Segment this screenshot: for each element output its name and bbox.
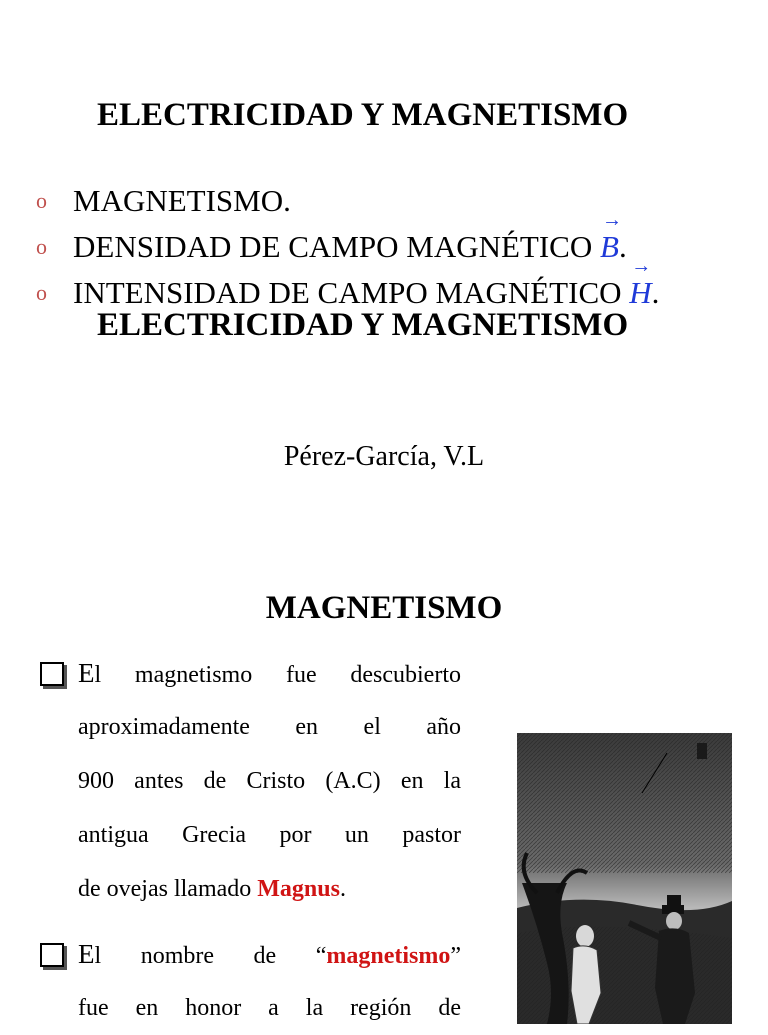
section-title: MAGNETISMO — [265, 590, 503, 626]
vector-b-symbol: → B — [600, 229, 619, 265]
engraving-illustration — [517, 733, 732, 1024]
para2-lead: E — [78, 939, 95, 969]
highlight-magnus: Magnus — [257, 876, 340, 902]
bullet-marker-icon: o — [36, 188, 47, 213]
paragraph-discovery — [78, 646, 461, 916]
para1-line3: 900 antes de Cristo (A.C) en la — [78, 768, 461, 794]
para2-line1-quote: ” — [450, 943, 461, 969]
para1-line1-text: l magnetismo fue descubierto — [94, 662, 461, 688]
bullet-densidad — [36, 229, 627, 265]
vector-h-symbol: → H — [629, 275, 651, 311]
checkbox-bullet-icon — [40, 662, 64, 686]
para1-line5 — [78, 862, 461, 916]
para1-line5-text: de ovejas llamado — [78, 876, 258, 902]
slide2-title: ELECTRICIDAD Y MAGNETISMO — [97, 307, 629, 343]
engraving-svg — [517, 733, 732, 1024]
paragraph-name-origin — [78, 927, 461, 1035]
bullet-intensidad — [36, 275, 659, 311]
bullet-marker-icon: o — [36, 280, 47, 305]
para2-line1-text: l nombre de “ — [94, 943, 327, 969]
para2-line1 — [78, 927, 461, 981]
para1-line1 — [78, 646, 461, 700]
bullet-suffix: . — [651, 275, 660, 310]
bullet-marker-icon: o — [36, 234, 47, 259]
para1-lead: E — [78, 658, 95, 688]
checkbox-bullet-icon — [40, 943, 64, 967]
bullet-suffix: . — [618, 229, 627, 264]
bullet-text: MAGNETISMO. — [73, 183, 291, 218]
para1-line5-period: . — [339, 876, 346, 902]
bullet-magnetismo — [36, 183, 291, 219]
slide1-title: ELECTRICIDAD Y MAGNETISMO — [97, 97, 629, 133]
para2-line2: fue en honor a la región de — [78, 995, 461, 1021]
bullet-text: INTENSIDAD DE CAMPO MAGNÉTICO — [73, 275, 630, 310]
author-name: Pérez-García, V.L — [283, 441, 485, 472]
para1-line4: antigua Grecia por un pastor — [78, 822, 461, 848]
highlight-magnetismo: magnetismo — [326, 943, 451, 969]
bullet-text: DENSIDAD DE CAMPO MAGNÉTICO — [73, 229, 600, 264]
para1-line2: aproximadamente en el año — [78, 714, 461, 740]
